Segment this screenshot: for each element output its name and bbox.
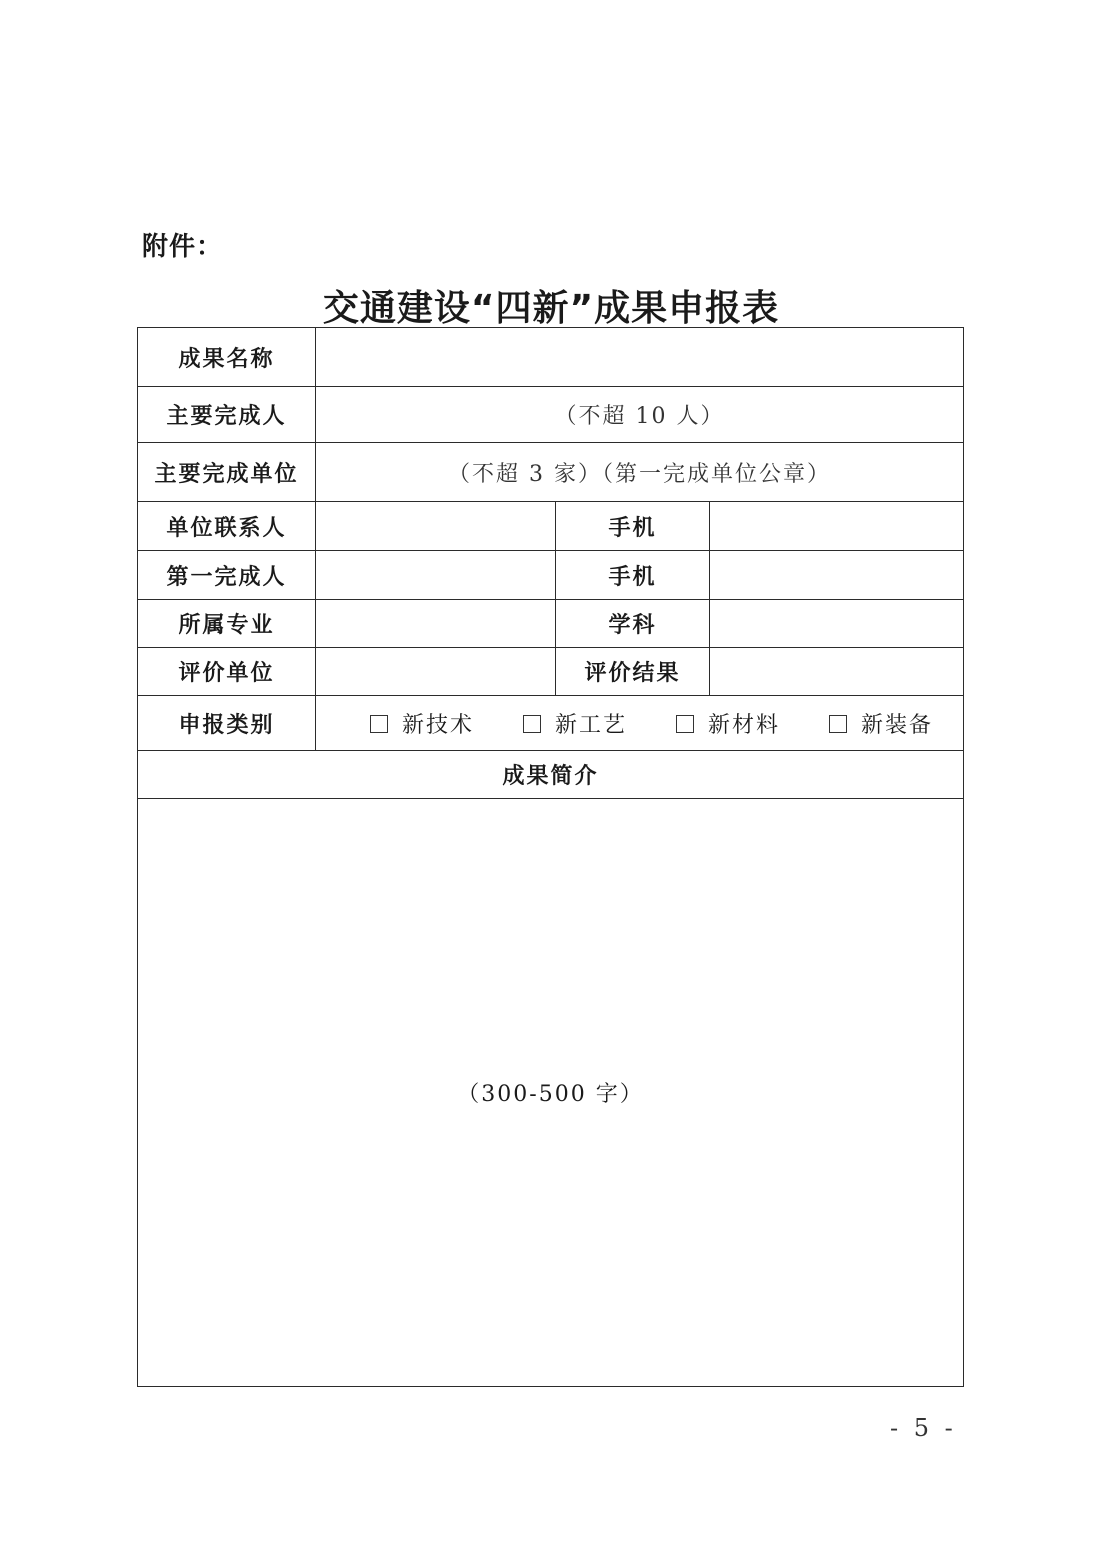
first-phone-field[interactable] bbox=[710, 551, 964, 600]
row-main-units bbox=[138, 443, 964, 502]
major-label: 所属专业 bbox=[138, 600, 316, 648]
unit-contact-field[interactable] bbox=[316, 502, 556, 551]
first-person-label: 第一完成人 bbox=[138, 551, 316, 600]
checkbox-new-process[interactable] bbox=[523, 715, 541, 733]
category-text-new-process: 新工艺 bbox=[554, 712, 627, 738]
achievement-name-field[interactable] bbox=[316, 328, 964, 387]
category-option-new-equipment[interactable] bbox=[829, 708, 933, 739]
row-intro-body bbox=[138, 799, 964, 1387]
first-person-field[interactable] bbox=[316, 551, 556, 600]
eval-unit-label: 评价单位 bbox=[138, 648, 316, 696]
category-text-new-technology: 新技术 bbox=[401, 712, 474, 738]
first-phone-label: 手机 bbox=[556, 551, 710, 600]
eval-result-field[interactable] bbox=[710, 648, 964, 696]
checkbox-new-material[interactable] bbox=[676, 715, 694, 733]
category-text-new-material: 新材料 bbox=[708, 712, 781, 738]
contact-phone-field[interactable] bbox=[710, 502, 964, 551]
main-persons-field[interactable]: （不超 10 人） bbox=[316, 387, 964, 443]
intro-field[interactable] bbox=[138, 799, 964, 1387]
row-achievement-name bbox=[138, 328, 964, 387]
page-number: - 5 - bbox=[890, 1414, 957, 1442]
intro-hint: （300-500 字） bbox=[457, 1082, 644, 1107]
category-label: 申报类别 bbox=[138, 696, 316, 751]
row-contact bbox=[138, 502, 964, 551]
contact-phone-label: 手机 bbox=[556, 502, 710, 551]
main-persons-label: 主要完成人 bbox=[138, 387, 316, 443]
major-field[interactable] bbox=[316, 600, 556, 648]
unit-contact-label: 单位联系人 bbox=[138, 502, 316, 551]
row-first-person bbox=[138, 551, 964, 600]
category-option-new-material[interactable] bbox=[676, 708, 780, 739]
category-text-new-equipment: 新装备 bbox=[861, 712, 934, 738]
eval-unit-field[interactable] bbox=[316, 648, 556, 696]
main-units-field[interactable]: （不超 3 家）（第一完成单位公章） bbox=[316, 443, 964, 502]
subject-label: 学科 bbox=[556, 600, 710, 648]
achievement-name-label: 成果名称 bbox=[138, 328, 316, 387]
main-units-label: 主要完成单位 bbox=[138, 443, 316, 502]
row-main-persons bbox=[138, 387, 964, 443]
category-option-new-technology[interactable] bbox=[370, 708, 474, 739]
eval-result-label: 评价结果 bbox=[556, 648, 710, 696]
intro-header: 成果简介 bbox=[138, 751, 964, 799]
category-options bbox=[316, 696, 964, 751]
row-category bbox=[138, 696, 964, 751]
attachment-label: 附件： bbox=[142, 232, 224, 262]
row-major bbox=[138, 600, 964, 648]
row-intro-header bbox=[138, 751, 964, 799]
checkbox-new-equipment[interactable] bbox=[829, 715, 847, 733]
subject-field[interactable] bbox=[710, 600, 964, 648]
application-form-table bbox=[137, 327, 964, 1387]
row-evaluation bbox=[138, 648, 964, 696]
checkbox-new-technology[interactable] bbox=[370, 715, 388, 733]
form-title: 交通建设“四新”成果申报表 bbox=[322, 288, 780, 329]
category-option-new-process[interactable] bbox=[523, 708, 627, 739]
